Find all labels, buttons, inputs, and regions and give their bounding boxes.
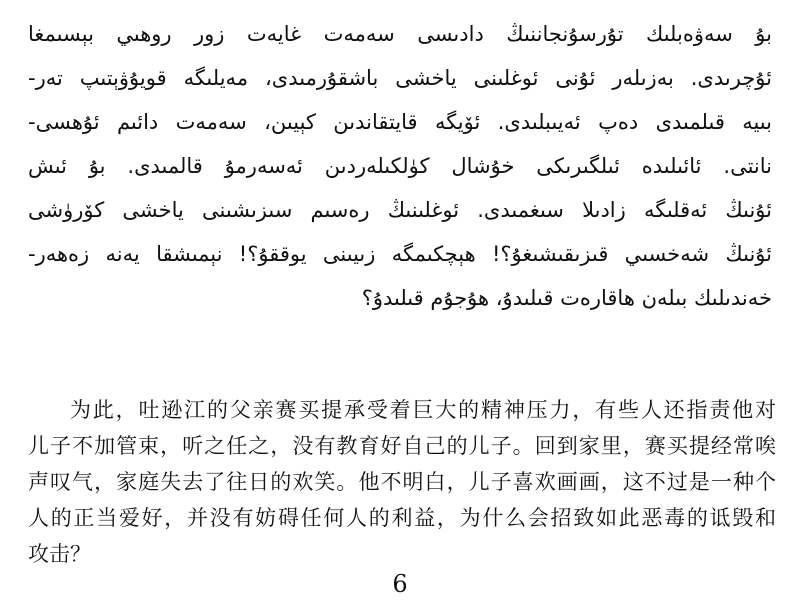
uyghur-text-line: نانتى. ئائىلىدە ئىلگىرىكى خۇشال كۈلكىلەردىن ئەسەرمۇ قالمىدى. بۇ ئىش — [28, 154, 772, 178]
chinese-text-line: 攻击？ — [28, 542, 91, 566]
page-number: 6 — [392, 570, 408, 598]
uyghur-text-line: ئۇنىڭ ئەقلىگە زادىلا سىغمىدى. ئوغلىنىڭ رەسىم سىزىشىنى ياخشى كۆرۈشى — [28, 198, 772, 222]
uyghur-text-line: بۇ سەۋەبلىك تۇرسۇنجاننىڭ دادىسى سەمەت غايەت زور روھىي بېسىمغا — [28, 22, 772, 46]
chinese-text-line: 为此，吐逊江的父亲赛买提承受着巨大的精神压力，有些人还指责他对 — [70, 398, 776, 422]
chinese-paragraph — [28, 392, 776, 572]
uyghur-paragraph — [28, 12, 772, 320]
chinese-text-line: 儿子不加管束，听之任之，没有教育好自己的儿子。回到家里，赛买提经常唉 — [28, 434, 776, 458]
chinese-text-line: 人的正当爱好，并没有妨碍任何人的利益，为什么会招致如此恶毒的诋毁和 — [28, 506, 776, 530]
uyghur-text-line: خەندىلىك بىلەن ھاقارەت قىلىدۇ، ھۇجۇم قىلىدۇ؟ — [361, 286, 772, 310]
uyghur-text-line: ئۇچرىدى. بەزىلەر ئۇنى ئوغلىنى ياخشى باشقۇرمىدى، مەيلىگە قويۇۋېتىپ تەر- — [28, 66, 772, 90]
uyghur-text-line: بىيە قىلمىدى دەپ ئەيىبلىدى. ئۆيگە قايتقاندىن كېيىن، سەمەت دائىم ئۇھسى- — [28, 110, 772, 134]
uyghur-text-line: ئۇنىڭ شەخسىي قىزىقىشىغۇ؟! ھېچكىمگە زىيىنى يوققۇ؟! نېمىشقا يەنە زەھەر- — [28, 242, 772, 266]
chinese-text-line: 声叹气，家庭失去了往日的欢笑。他不明白，儿子喜欢画画，这不过是一种个 — [28, 470, 776, 494]
